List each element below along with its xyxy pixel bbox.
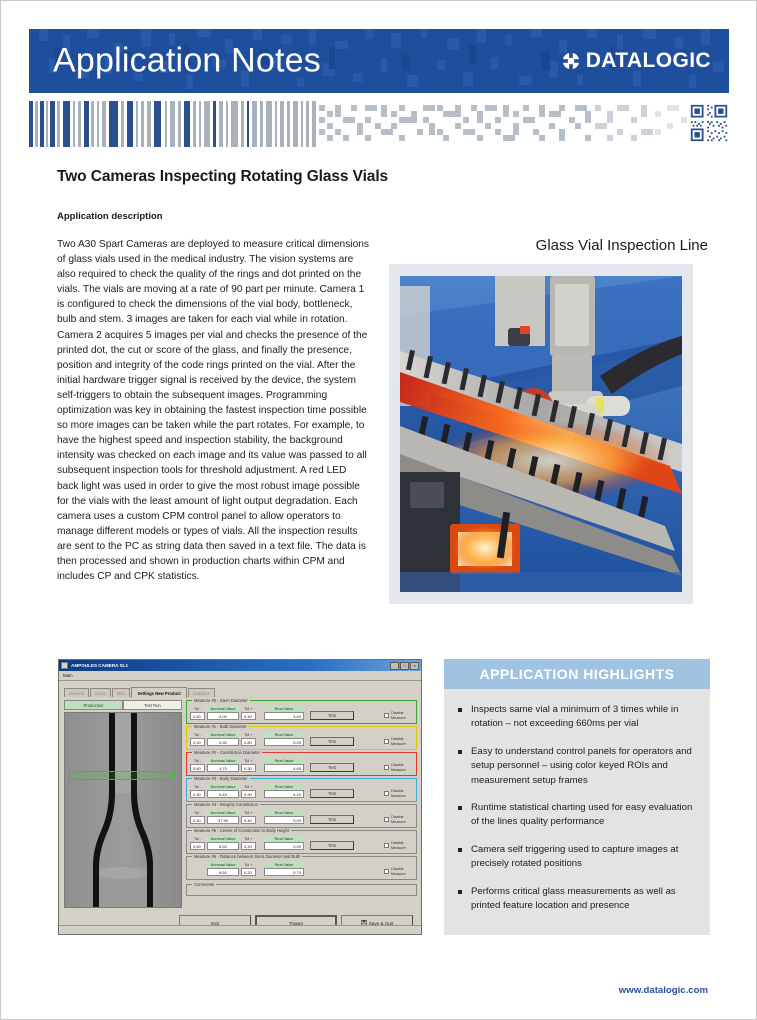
- disable-measure-checkbox-wrap[interactable]: [384, 815, 413, 824]
- measure-group-4: [186, 801, 417, 828]
- section-label: Application description: [57, 211, 163, 222]
- disable-measure-checkbox[interactable]: [384, 791, 389, 796]
- list-item: [458, 745, 696, 788]
- tol-minus-input[interactable]: 0.60: [190, 764, 205, 772]
- tol-minus-input[interactable]: 0.60: [190, 712, 205, 720]
- disable-measure-checkbox[interactable]: [384, 739, 389, 744]
- disable-measure-label: Disable Measure: [391, 841, 406, 850]
- brand-name: DATALOGIC: [585, 49, 711, 72]
- real-value: 0.70: [264, 868, 304, 876]
- measure-group-5: [186, 827, 417, 854]
- measure-title: Measure #4 - Integrity Constriction: [194, 801, 259, 807]
- tol-minus-label: Tol -: [193, 836, 202, 841]
- highlight-text: Performs critical glass measurements as well as printed feature location and presence: [471, 885, 676, 912]
- tol-plus-label: Tol +: [244, 810, 253, 815]
- real-value: 0.00: [264, 816, 304, 824]
- real-label: Real Value: [264, 732, 304, 737]
- nominal-label: Nominal Value: [207, 810, 239, 815]
- exit-button[interactable]: Exit: [179, 915, 251, 931]
- tol-plus-label: Tol +: [244, 836, 253, 841]
- tol-plus-label: Tol +: [244, 706, 253, 711]
- comments-group: [186, 881, 417, 896]
- measure-title: Measure #1 - Bulb Diameter: [194, 723, 247, 729]
- disable-measure-checkbox-wrap[interactable]: [384, 711, 413, 720]
- bullet-icon: [458, 848, 462, 852]
- trigger-button[interactable]: Trigger: [255, 915, 337, 931]
- tol-minus-input[interactable]: 0.20: [190, 738, 205, 746]
- nominal-input[interactable]: 5.30: [207, 738, 239, 746]
- test-button[interactable]: Test: [310, 737, 354, 746]
- nominal-label: Nominal Value: [207, 836, 239, 841]
- maximize-button[interactable]: □: [400, 662, 409, 670]
- test-button[interactable]: Test: [310, 711, 354, 720]
- list-item: [458, 703, 696, 732]
- list-item: [458, 843, 696, 872]
- tol-minus-label: Tol -: [193, 784, 202, 789]
- menu-item-main[interactable]: Main: [63, 673, 73, 678]
- highlights-list: [444, 689, 710, 913]
- qr-code-icon: [689, 103, 729, 143]
- tol-minus-label: Tol -: [193, 706, 202, 711]
- disable-measure-checkbox-wrap[interactable]: [384, 867, 413, 876]
- real-value: 5.03: [264, 738, 304, 746]
- real-value: 0.00: [264, 842, 304, 850]
- tol-plus-label: Tol +: [244, 758, 253, 763]
- close-button[interactable]: ×: [410, 662, 419, 670]
- measure-group-3: [186, 775, 417, 802]
- disable-measure-label: Disable Measure: [391, 789, 406, 798]
- tab-statistics[interactable]: Statistics: [188, 688, 215, 697]
- nominal-input[interactable]: 5.45: [207, 790, 239, 798]
- bullet-icon: [458, 890, 462, 894]
- tol-plus-label: Tol +: [244, 732, 253, 737]
- real-label: Real Value: [264, 862, 304, 867]
- test-button[interactable]: Test: [310, 763, 354, 772]
- nominal-label: Nominal Value: [207, 758, 239, 763]
- tol-plus-input[interactable]: 0.20: [241, 868, 256, 876]
- tol-minus-label: Tol -: [193, 810, 202, 815]
- datamatrix-pattern-icon: [319, 101, 729, 147]
- tab-setup[interactable]: Setup: [90, 688, 111, 697]
- nominal-input[interactable]: 4.00: [207, 712, 239, 720]
- nominal-label: Nominal Value: [207, 784, 239, 789]
- bullet-icon: [458, 708, 462, 712]
- disable-measure-checkbox[interactable]: [384, 713, 389, 718]
- disable-measure-label: Disable Measure: [391, 815, 406, 824]
- real-value: 4.65: [264, 764, 304, 772]
- measure-group-6: [186, 853, 417, 880]
- disable-measure-label: Disable Measure: [391, 711, 406, 720]
- tol-plus-input[interactable]: 0.20: [241, 842, 256, 850]
- real-label: Real Value: [264, 784, 304, 789]
- measure-title: Measure #3 - Body Diameter: [194, 775, 248, 781]
- nominal-label: Nominal Value: [207, 706, 239, 711]
- vial-inspection-image[interactable]: [64, 712, 182, 908]
- application-highlights-panel: [444, 659, 710, 935]
- tol-minus-label: Tol -: [193, 732, 202, 737]
- comments-label: Comments: [194, 881, 215, 887]
- measure-group-1: [186, 723, 417, 750]
- sw-window-title: AMPOULES CAMERA SL1: [71, 663, 128, 668]
- measure-title: Measure #6 - Distance between Stem Diameter and Bulb: [194, 853, 300, 859]
- inspection-line-photo: [400, 276, 682, 592]
- nominal-input[interactable]: 37.90: [207, 816, 239, 824]
- mode-selector: [64, 700, 182, 710]
- real-label: Real Value: [264, 758, 304, 763]
- barcode-decoration-strip: [29, 101, 729, 147]
- disable-measure-label: Disable Measure: [391, 867, 406, 876]
- sw-content: [59, 697, 421, 912]
- tab-misc[interactable]: Misc: [112, 688, 131, 697]
- real-label: Real Value: [264, 810, 304, 815]
- tol-plus-label: Tol +: [244, 784, 253, 789]
- app-icon: [61, 662, 68, 669]
- tol-minus-input[interactable]: 0.40: [190, 816, 205, 824]
- highlight-text: Easy to understand control panels for operators and setup personnel – using color keyed ROIs and measurement setup frames: [471, 745, 692, 786]
- real-value: 4.44: [264, 712, 304, 720]
- tol-plus-input[interactable]: 0.90: [241, 790, 256, 798]
- highlights-header: [444, 659, 710, 689]
- datalogic-logo: [562, 49, 711, 73]
- window-controls: [390, 662, 419, 670]
- disable-measure-checkbox[interactable]: [384, 869, 389, 874]
- test-button[interactable]: Test: [310, 815, 354, 824]
- bullet-icon: [458, 806, 462, 810]
- measurement-roi-line[interactable]: [69, 771, 175, 780]
- nominal-label: Nominal Value: [207, 862, 239, 867]
- nominal-input[interactable]: 8.50: [207, 842, 239, 850]
- tol-minus-input[interactable]: 0.30: [190, 790, 205, 798]
- highlight-text: Camera self triggering used to capture images at precisely rotated positions: [471, 843, 679, 870]
- tab-settings-new-product[interactable]: Settings New Product: [131, 687, 186, 698]
- measure-group-2: [186, 749, 417, 776]
- measure-title: Measure #5 - Centre of Constriction to Body Height: [194, 827, 289, 833]
- document-title: Two Cameras Inspecting Rotating Glass Vials: [57, 168, 389, 185]
- photo-frame: [389, 264, 693, 604]
- tol-plus-label: Tol +: [244, 862, 253, 867]
- disable-measure-checkbox[interactable]: [384, 843, 389, 848]
- cpm-software-screenshot: [58, 659, 422, 935]
- disable-measure-checkbox-wrap[interactable]: [384, 763, 413, 772]
- nominal-input[interactable]: 4.70: [207, 764, 239, 772]
- photo-caption: Glass Vial Inspection Line: [535, 237, 708, 254]
- tol-plus-input[interactable]: 0.30: [241, 712, 256, 720]
- measure-title: Measure #2 - Constriction Diameter: [194, 749, 261, 755]
- tab-general[interactable]: General: [64, 688, 89, 697]
- application-description-text: Two A30 Spart Cameras are deployed to measure critical dimensions of glass vials used in the medical industry. The vision systems are also required to check the quality of the rings and dot printed on the vials. The vials are moving at a rate of 90 part per minute. Camera 1 is configured to check the dimensions of the vial body, bottleneck, bulb and stem. 3 images are taken for each vial while in rotation. Camera 2 acquires 5 images per vial and checks the presence of the printed dot, the cut or score of the glass, and finally the presence, position and integrity of the code rings printed on the vial. After the initial hardware trigger signal is received by the device, the system self-triggers to obtain the subsequent images. Programming optimization was key in obtaining the fastest inspection time possible so more images can be taken while the part rotates. For example, to have the highest speed and inspection stability, the background intensity was checked on each image and its value was passed to all subsequent inspection tools for threshold adjustment. A red LED back light was used in order to give the most robust image possible for the vials with the least amount of light output degradation. Each camera uses a custom CPM control panel to allow operators to manage different models or types of vials. All the inspection results are sent to the PC as string data then saved in a text file. The data is then processed and shown in production charts within CPM and includes CP and CPK statistics.: [57, 239, 370, 583]
- disable-measure-label: Disable Measure: [391, 737, 406, 746]
- sw-image-pane: [64, 700, 182, 912]
- page-header-band: [29, 29, 729, 93]
- tol-plus-input[interactable]: 0.40: [241, 816, 256, 824]
- highlights-header-text: APPLICATION HIGHLIGHTS: [479, 666, 675, 682]
- vial-silhouette: [65, 713, 181, 907]
- page-title: Application Notes: [53, 41, 321, 80]
- test-button[interactable]: Test: [310, 789, 354, 798]
- disable-measure-checkbox[interactable]: [384, 817, 389, 822]
- tol-plus-input[interactable]: 0.80: [241, 738, 256, 746]
- sw-tab-strip: [59, 681, 421, 697]
- list-item: [458, 885, 696, 914]
- test-button[interactable]: Test: [310, 841, 354, 850]
- sw-statusbar: [59, 925, 421, 934]
- photo-illustration: [400, 276, 682, 592]
- disable-measure-checkbox-wrap[interactable]: [384, 841, 413, 850]
- nominal-input[interactable]: 8.50: [207, 868, 239, 876]
- measure-groups-pane: [186, 697, 417, 912]
- highlight-text: Inspects same vial a minimum of 3 times while in rotation – not exceeding 660ms per vial: [471, 704, 679, 730]
- disable-measure-checkbox[interactable]: [384, 765, 389, 770]
- bullet-icon: [458, 750, 462, 754]
- real-value: 4.10: [264, 790, 304, 798]
- highlight-text: Runtime statistical charting used for easy evaluation of the lines quality performance: [471, 802, 693, 828]
- list-item: [458, 801, 696, 830]
- save-button-label: Save & Quit: [368, 920, 394, 926]
- nominal-label: Nominal Value: [207, 732, 239, 737]
- minimize-button[interactable]: _: [390, 662, 399, 670]
- sw-titlebar: [59, 660, 421, 671]
- disable-measure-checkbox-wrap[interactable]: [384, 737, 413, 746]
- datalogic-circle-cross-icon: [562, 52, 580, 70]
- mode-production[interactable]: Production: [64, 700, 123, 710]
- mode-test-run[interactable]: Test Run: [123, 700, 182, 710]
- footer-website-link[interactable]: www.datalogic.com: [618, 985, 708, 996]
- disable-measure-label: Disable Measure: [391, 763, 406, 772]
- measure-group-0: [186, 697, 417, 724]
- tol-minus-label: Tol -: [193, 758, 202, 763]
- tol-plus-input[interactable]: 0.30: [241, 764, 256, 772]
- real-label: Real Value: [264, 836, 304, 841]
- disable-measure-checkbox-wrap[interactable]: [384, 789, 413, 798]
- real-label: Real Value: [264, 706, 304, 711]
- tol-minus-input[interactable]: 0.60: [190, 842, 205, 850]
- measure-title: Measure #0 - Stem Diameter: [194, 697, 248, 703]
- sw-menubar[interactable]: [59, 671, 421, 681]
